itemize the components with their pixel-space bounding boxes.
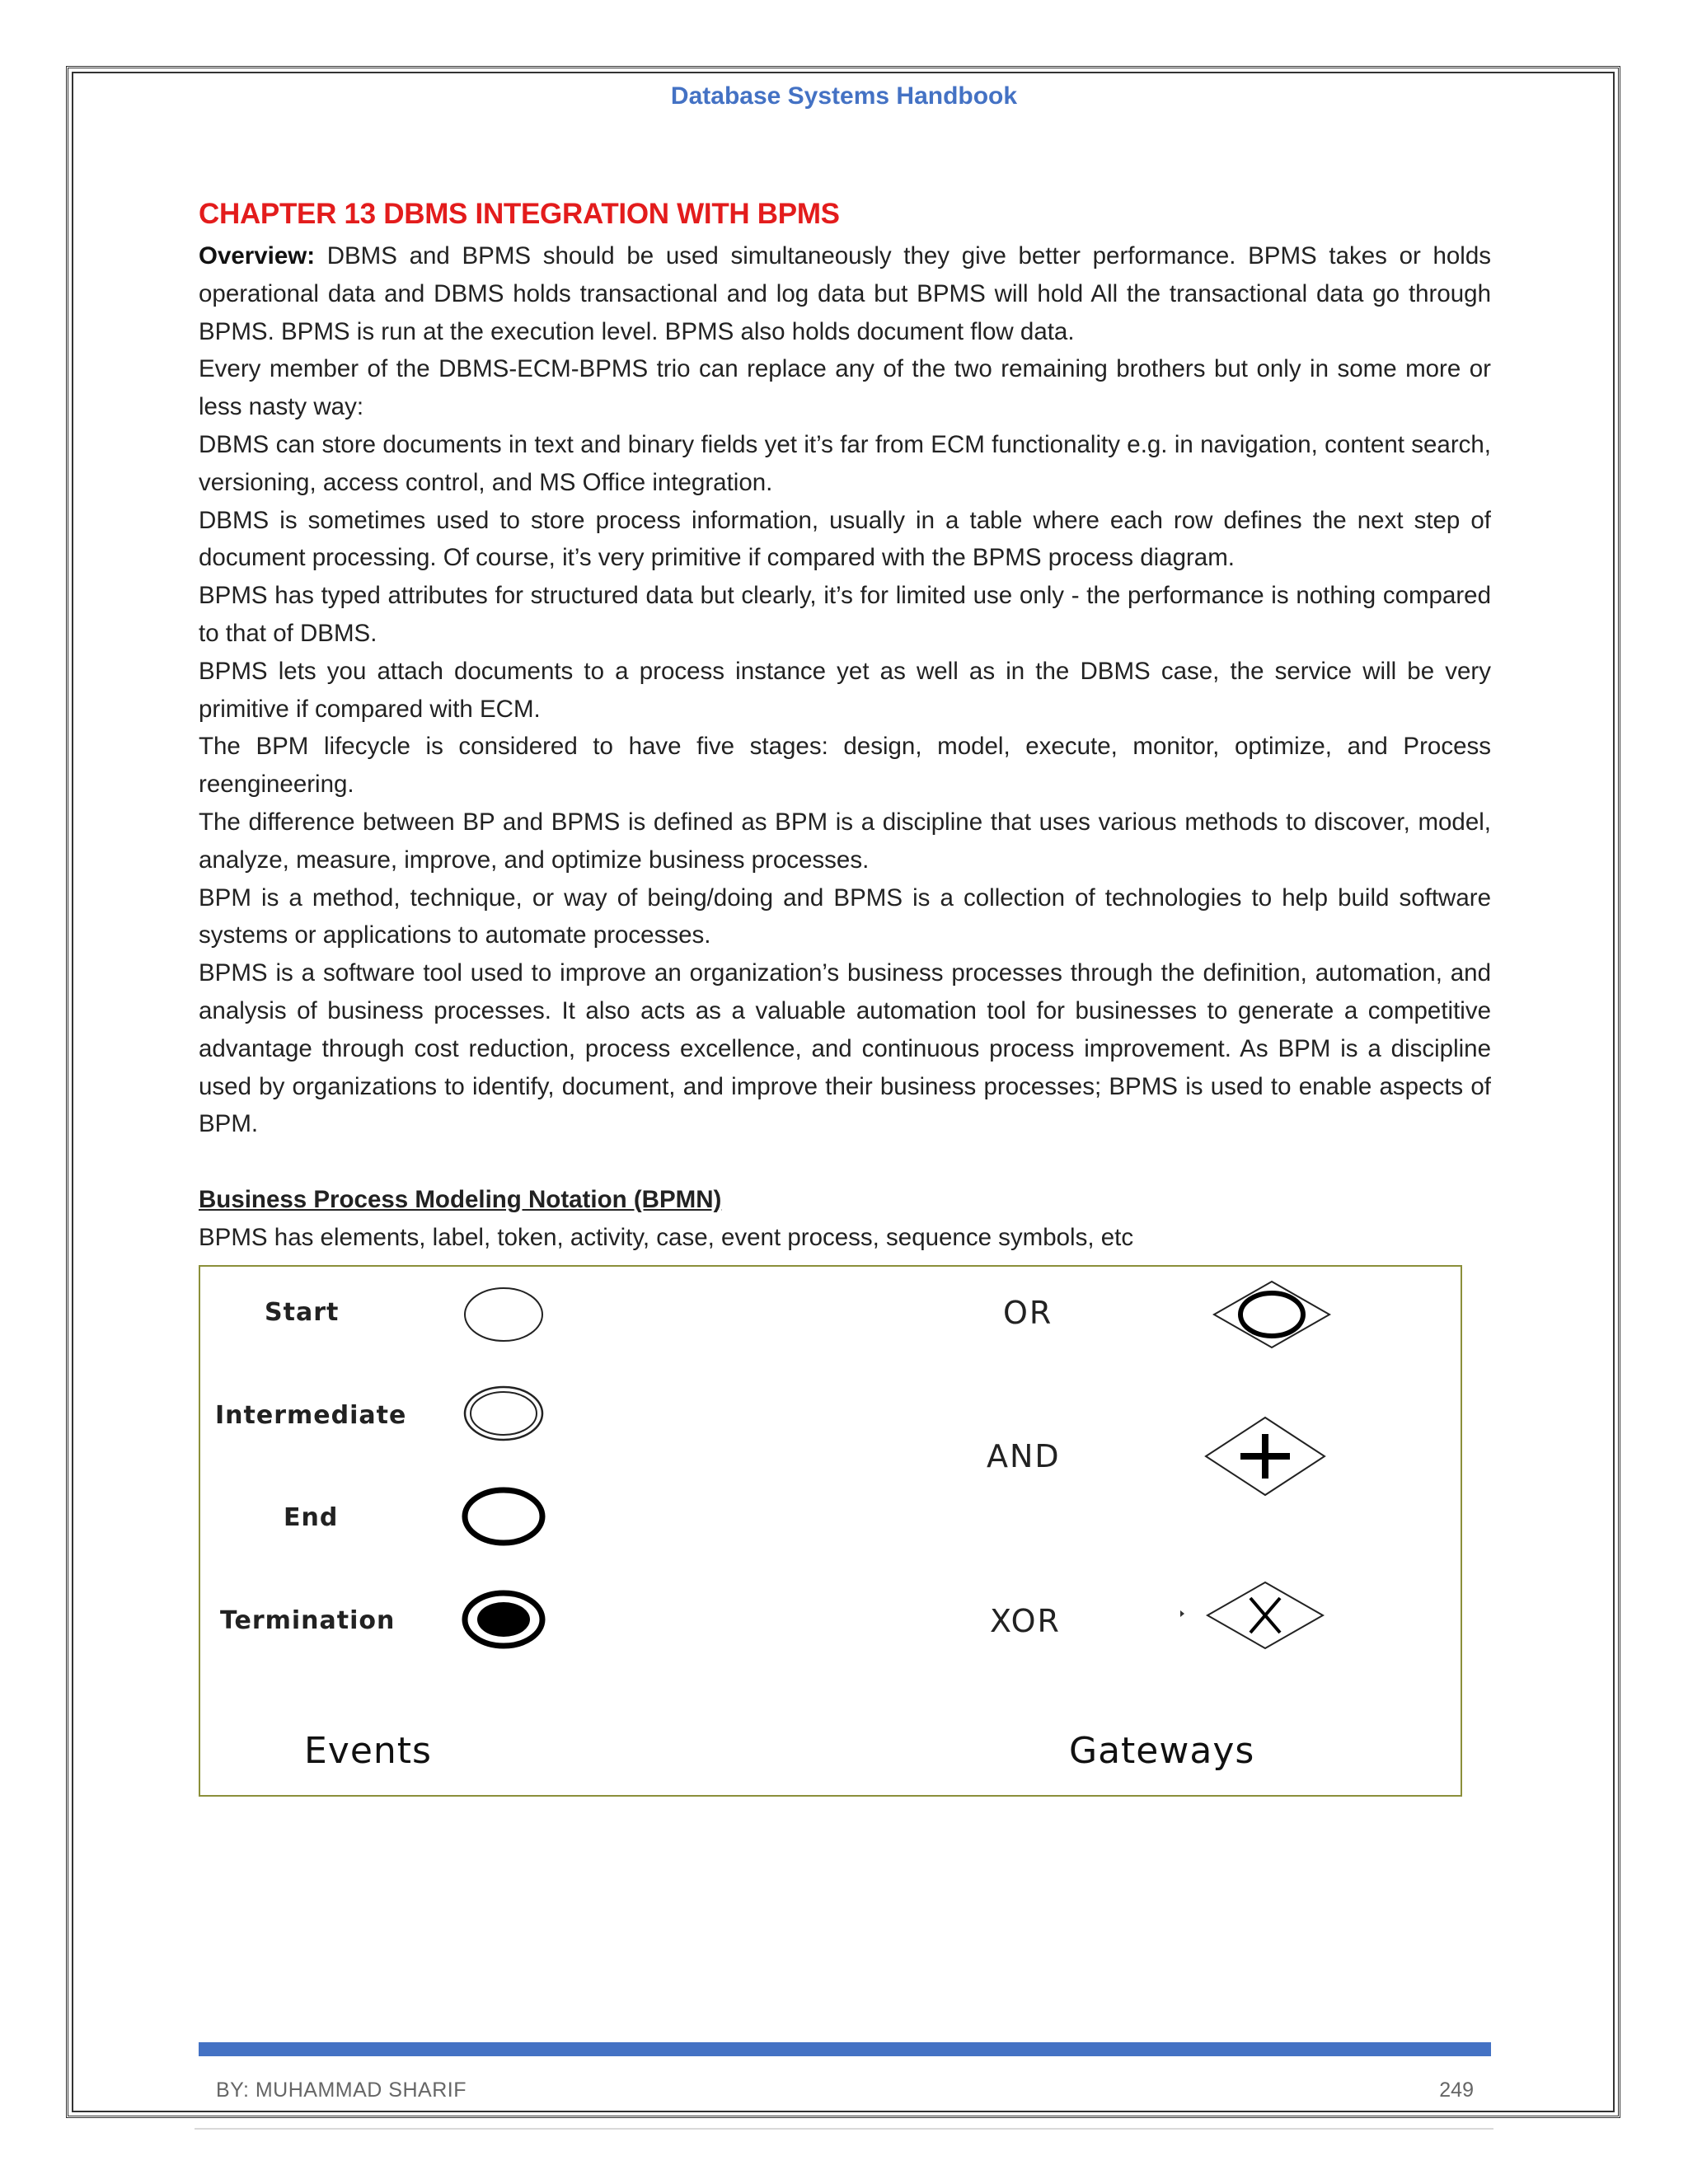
body-paragraph: The difference between BP and BPMS is defined as BPM is a discipline that uses various methods to discover, model, analyze, measure, improve, and optimize business processes. — [199, 808, 1491, 874]
main-content — [199, 198, 1491, 1257]
body-paragraph: BPMS lets you attach documents to a process instance yet as well as in the DBMS case, the service will be very primitive if compared with ECM. — [199, 657, 1491, 723]
bpmn-intro: BPMS has elements, label, token, activity, case, event process, sequence symbols, etc — [199, 1223, 1134, 1251]
xor-gateway-icon — [1180, 1582, 1323, 1648]
termination-event-icon — [465, 1593, 542, 1646]
event-label-end: End — [284, 1503, 339, 1532]
gateway-label-or: OR — [1003, 1295, 1053, 1331]
end-event-icon — [465, 1490, 542, 1543]
bpmn-symbols-figure — [199, 1265, 1462, 1797]
overview-paragraph — [199, 237, 1491, 350]
body-paragraph: BPMS has typed attributes for structured data but clearly, it’s for limited use only - the performance is nothing compared to that of DBMS. — [199, 582, 1491, 647]
gateways-group-title: Gateways — [1069, 1730, 1255, 1772]
footer-bar — [199, 2042, 1491, 2056]
running-header: Database Systems Handbook — [670, 82, 1018, 110]
gateway-label-and: AND — [987, 1438, 1061, 1474]
event-label-termination: Termination — [220, 1606, 396, 1635]
paragraph-gap — [199, 1143, 1491, 1181]
gateway-label-xor: XOR — [990, 1603, 1061, 1639]
and-gateway-icon — [1206, 1418, 1325, 1495]
body-paragraph: Every member of the DBMS-ECM-BPMS trio can replace any of the two remaining brothers but only in some more or less nasty way: — [199, 355, 1491, 421]
body-paragraph: DBMS can store documents in text and binary fields yet it’s far from ECM functionality e.g. in navigation, content search, versioning, access control, and MS Office integration. — [199, 430, 1491, 496]
body-paragraph: BPM is a method, technique, or way of being/doing and BPMS is a collection of technologies to help build software systems or applications to automate processes. — [199, 883, 1491, 949]
intermediate-event-icon — [465, 1387, 542, 1440]
footer-author: BY: MUHAMMAD SHARIF — [216, 2079, 467, 2102]
event-label-intermediate: Intermediate — [215, 1401, 407, 1430]
body-paragraph: The BPM lifecycle is considered to have five stages: design, model, execute, monitor, optimize, and Process reengineering. — [199, 733, 1491, 799]
or-gateway-icon — [1214, 1282, 1329, 1347]
event-label-start: Start — [265, 1298, 340, 1327]
events-group-title: Events — [304, 1730, 432, 1772]
chapter-title: CHAPTER 13 DBMS INTEGRATION WITH BPMS — [199, 198, 840, 230]
page-number: 249 — [1439, 2079, 1474, 2102]
start-event-icon — [465, 1288, 542, 1341]
footer-rule — [195, 2128, 1493, 2130]
bpmn-symbols-drawing — [200, 1267, 1461, 1795]
body-paragraph: BPMS is a software tool used to improve an organization’s business processes through the definition, automation, and analysis of business processes. It also acts as a valuable automation tool for businesses to generate a competitive advantage through cost reduction, process excellence, and continuous process improvement. As BPM is a discipline used by organizations to identify, document, and improve their business processes; BPMS is used to enable aspects of BPM. — [199, 959, 1491, 1138]
overview-label: Overview: — [199, 242, 316, 269]
bpmn-heading: Business Process Modeling Notation (BPMN) — [199, 1186, 722, 1214]
overview-text: DBMS and BPMS should be used simultaneously they give better performance. BPMS takes or holds operational data and DBMS holds transactional and log data but BPMS will hold All the transactional data go through BPMS. BPMS is run at the execution level. BPMS also holds document flow data. — [199, 242, 1491, 345]
body-paragraph: DBMS is sometimes used to store process information, usually in a table where each row defines the next step of document processing. Of course, it’s very primitive if compared with the BPMS process diagram. — [199, 506, 1491, 572]
